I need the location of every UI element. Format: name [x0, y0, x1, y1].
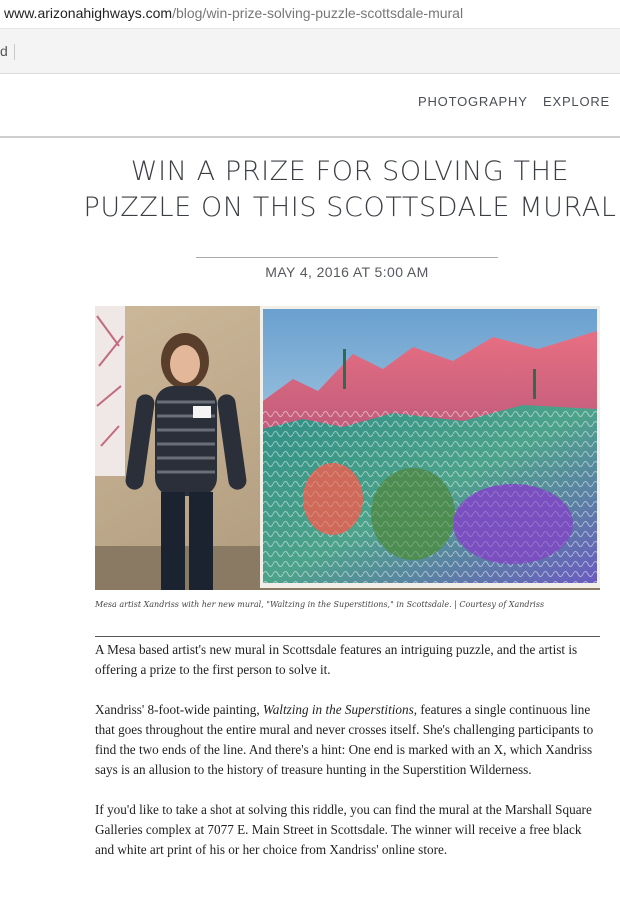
article-paragraph-2	[95, 700, 600, 780]
article-photo	[95, 306, 600, 590]
caption-divider	[95, 636, 600, 637]
title-divider	[196, 257, 498, 258]
article-date: MAY 4, 2016 AT 5:00 AM	[265, 264, 429, 280]
search-divider	[14, 44, 15, 60]
article-title: WIN A PRIZE FOR SOLVING THE PUZZLE ON THIS SCOTTSDALE MURAL	[83, 156, 617, 223]
url-text[interactable]	[4, 5, 463, 21]
paragraph-2-end: , features a single continuous line that goes throughout the entire mural and never crosses itself. She's challenging participants to find the two ends of the line. And there's a hint: One end is marked with an X, which Xandriss says is an allusion to the history of treasure hunting in the Superstition Wilderness.	[95, 702, 594, 777]
search-input-fragment[interactable]: d	[0, 43, 8, 59]
article-paragraph-1: A Mesa based artist's new mural in Scottsdale features an intriguing puzzle, and the artist is offering a prize to the first person to solve it.	[95, 642, 578, 677]
paragraph-2-start: Xandriss' 8-foot-wide painting,	[95, 702, 263, 717]
photo-caption: Mesa artist Xandriss with her new mural, "Waltzing in the Superstitions," in Scottsdale. | Courtesy of Xandriss	[95, 600, 545, 609]
mural-title: Waltzing in the Superstitions	[262, 702, 414, 717]
address-bar[interactable]	[0, 0, 620, 29]
site-navigation	[0, 74, 620, 138]
article-paragraph-3: If you'd like to take a shot at solving this riddle, you can find the mural at the Marshall Square Galleries complex at 7077 E. Main Street in Scottsdale. The winner will receive a free black and white art print of his or her choice from Xandriss' online store.	[95, 802, 592, 857]
site-search-bar[interactable]	[0, 29, 620, 74]
url-host: www.arizonahighways.com	[4, 5, 173, 21]
article-body	[95, 640, 600, 880]
nav-photography[interactable]: PHOTOGRAPHY	[418, 94, 528, 109]
url-path: /blog/win-prize-solving-puzzle-scottsdale-mural	[172, 5, 464, 21]
nav-explore[interactable]: EXPLORE	[543, 94, 611, 109]
